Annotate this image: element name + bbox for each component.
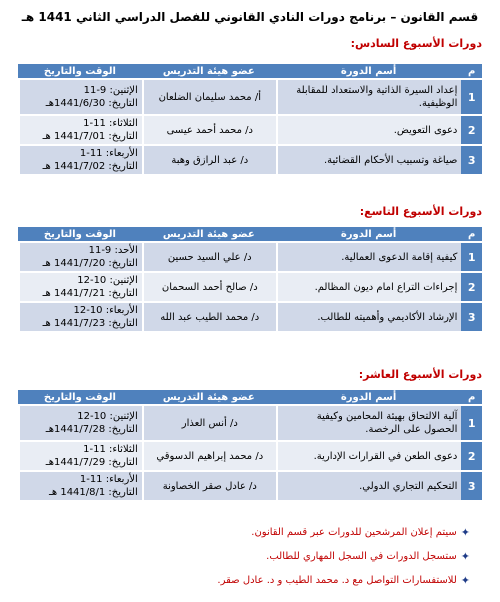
row-num: 2 (461, 116, 482, 146)
time-date-value: التاريخ: 1441/6/30هـ (45, 98, 138, 109)
row-num: 2 (461, 273, 482, 303)
time-day: الإثنين: 10-12 (77, 411, 138, 422)
time-date-value: التاريخ: 1441/7/02 هـ (42, 161, 138, 172)
table-row (18, 406, 482, 442)
table-row (18, 146, 482, 176)
row-num: 1 (461, 243, 482, 273)
course-name: دعوى التعويض. (276, 116, 462, 146)
week-10-table (18, 390, 482, 502)
table-row (18, 243, 482, 273)
time-date-value: التاريخ: 1441/7/01 هـ (42, 131, 138, 142)
table-row (18, 116, 482, 146)
table-header-row (18, 227, 482, 243)
note-text: سيتم إعلان المرشحين للدورات عبر قسم القانون. (251, 526, 457, 538)
table-row (18, 472, 482, 502)
table-row (18, 80, 482, 116)
row-num: 2 (461, 442, 482, 472)
week-9-table (18, 227, 482, 333)
row-num: 1 (461, 80, 482, 116)
time-day: الأربعاء: 11-1 (79, 148, 138, 159)
faculty-name: د/ عبد الرازق وهبة (142, 146, 276, 176)
table-row (18, 442, 482, 472)
course-name: آلية الالتحاق بهيئة المحامين وكيفية الحصول على الرخصة. (276, 406, 462, 442)
header-num: م (461, 227, 482, 243)
table-row (18, 303, 482, 333)
week-10-title: دورات الأسبوع العاشر: (358, 368, 482, 381)
diamond-bullet-icon: ✦ (460, 525, 470, 539)
course-name: صياغة وتسبيب الأحكام القضائية. (276, 146, 462, 176)
header-course: أسم الدورة (276, 390, 462, 406)
course-name: إجراءات التراع امام ديون المظالم. (276, 273, 462, 303)
row-num: 1 (461, 406, 482, 442)
diamond-bullet-icon: ✦ (460, 549, 470, 563)
time-date-value: التاريخ: 1441/7/21 هـ (42, 288, 138, 299)
faculty-name: أ/ محمد سليمان الضلعان (142, 80, 276, 116)
time-day: الثلاثاء: 11-1 (83, 444, 138, 455)
faculty-name: د/ علي السيد حسين (142, 243, 276, 273)
header-faculty: عضو هيئة التدريس (142, 390, 276, 406)
time-date (18, 273, 142, 303)
course-name: كيفية إقامة الدعوى العمالية. (276, 243, 462, 273)
notes-list (217, 520, 470, 592)
time-date (18, 243, 142, 273)
time-date (18, 442, 142, 472)
header-faculty: عضو هيئة التدريس (142, 227, 276, 243)
header-faculty: عضو هيئة التدريس (142, 64, 276, 80)
header-time: الوقت والتاريخ (18, 390, 142, 406)
time-date (18, 303, 142, 333)
header-course: أسم الدورة (276, 64, 462, 80)
time-date (18, 146, 142, 176)
note-item (217, 544, 470, 568)
note-item (217, 568, 470, 592)
course-name: التحكيم التجاري الدولي. (276, 472, 462, 502)
time-date (18, 472, 142, 502)
header-course: أسم الدورة (276, 227, 462, 243)
table-header-row (18, 64, 482, 80)
time-date-value: التاريخ: 1441/7/20 هـ (42, 258, 138, 269)
note-item (217, 520, 470, 544)
note-text: للاستفسارات التواصل مع د. محمد الطيب و د. عادل صقر. (217, 574, 457, 586)
time-date (18, 116, 142, 146)
time-day: الأحد: 9-11 (88, 245, 138, 256)
faculty-name: د/ محمد الطيب عبد الله (142, 303, 276, 333)
faculty-name: د/ عادل صقر الخصاونة (142, 472, 276, 502)
course-name: الإرشاد الأكاديمي وأهميته للطالب. (276, 303, 462, 333)
time-date-value: التاريخ: 1441/7/29هـ (45, 457, 138, 468)
faculty-name: د/ أنس العذار (142, 406, 276, 442)
time-day: الإثنين: 10-12 (77, 275, 138, 286)
time-date-value: التاريخ: 1441/7/28هـ (45, 424, 138, 435)
row-num: 3 (461, 303, 482, 333)
row-num: 3 (461, 472, 482, 502)
note-text: ستسجل الدورات في السجل المهاري للطالب. (266, 550, 457, 562)
course-name: دعوى الطعن في القرارات الإدارية. (276, 442, 462, 472)
time-date (18, 406, 142, 442)
header-time: الوقت والتاريخ (18, 64, 142, 80)
week-6-table (18, 64, 482, 176)
week-6-title: دورات الأسبوع السادس: (350, 37, 482, 50)
time-date-value: التاريخ: 1441/8/1 هـ (48, 487, 138, 498)
document-title: قسم القانون – برنامج دورات النادي القانوني للفصل الدراسي الثاني 1441 هـ (21, 10, 479, 24)
header-num: م (461, 64, 482, 80)
table-header-row (18, 390, 482, 406)
time-day: الأربعاء: 11-1 (79, 474, 138, 485)
table-row (18, 273, 482, 303)
time-date (18, 80, 142, 116)
time-day: الثلاثاء: 11-1 (83, 118, 138, 129)
time-day: الإثنين: 9-11 (83, 85, 138, 96)
week-9-title: دورات الأسبوع التاسع: (359, 205, 482, 218)
faculty-name: د/ محمد إبراهيم الدسوقي (142, 442, 276, 472)
faculty-name: د/ صالح أحمد السحمان (142, 273, 276, 303)
time-day: الأربعاء: 10-12 (73, 305, 138, 316)
time-date-value: التاريخ: 1441/7/23 هـ (42, 318, 138, 329)
course-name: إعداد السيرة الذاتية والاستعداد للمقابلة الوظيفية. (276, 80, 462, 116)
row-num: 3 (461, 146, 482, 176)
diamond-bullet-icon: ✦ (460, 573, 470, 587)
header-time: الوقت والتاريخ (18, 227, 142, 243)
header-num: م (461, 390, 482, 406)
faculty-name: د/ محمد أحمد عيسى (142, 116, 276, 146)
